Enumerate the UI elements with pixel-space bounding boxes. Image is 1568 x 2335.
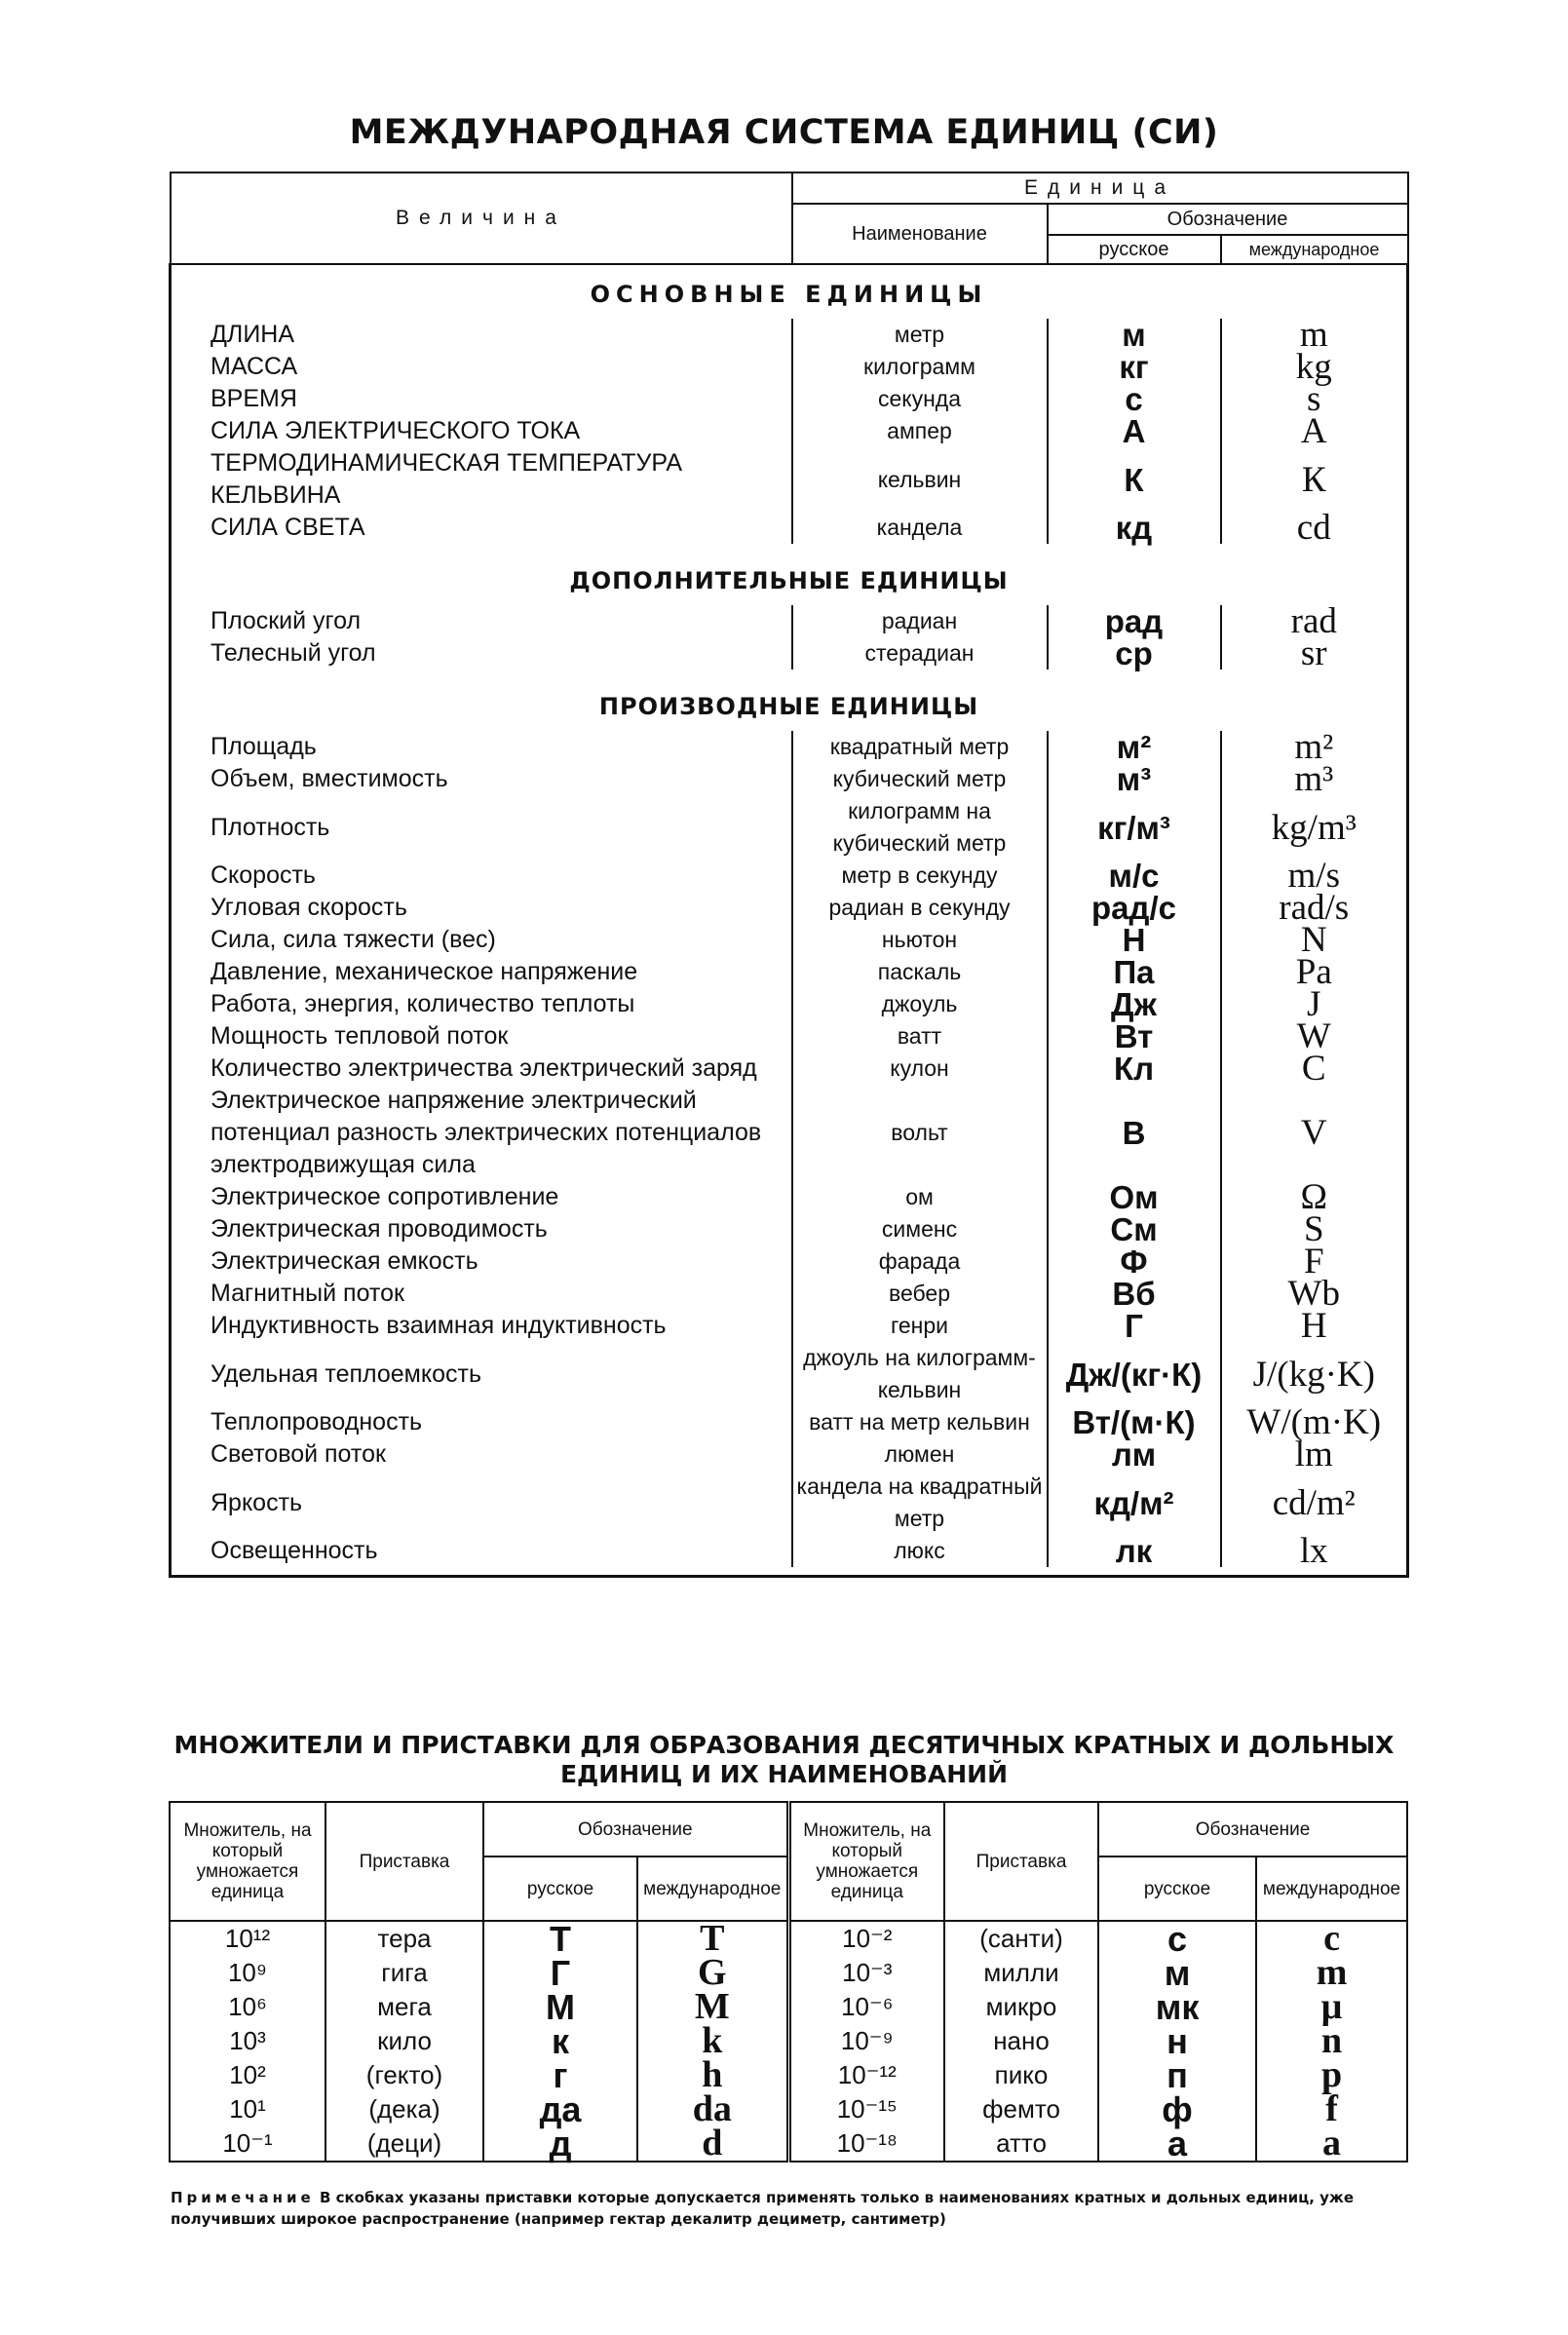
- section-gap: [171, 544, 1408, 552]
- russian-symbol-cell: Ф: [1048, 1245, 1221, 1278]
- unit-row: [171, 1342, 1408, 1406]
- multiplier-cell: 10⁻¹: [170, 2126, 325, 2162]
- prefix-cell: милли: [944, 1956, 1098, 1990]
- header-russian: русское: [1048, 235, 1221, 264]
- unit-row: [171, 637, 1408, 670]
- multiplier-cell: 10²: [170, 2058, 325, 2092]
- header-name: Наименование: [792, 204, 1048, 264]
- unit-row: [171, 892, 1408, 924]
- prefix-russian-symbol-cell: к: [483, 2024, 637, 2058]
- international-symbol-cell: К: [1221, 447, 1408, 512]
- unit-name-cell: метр: [792, 319, 1048, 351]
- quantity-cell: Мощность тепловой поток: [210, 1022, 509, 1050]
- quantity-cell: Электрическое сопротивление: [210, 1183, 559, 1210]
- quantity-cell: Сила, сила тяжести (вес): [210, 926, 496, 953]
- international-symbol-cell: Wb: [1221, 1278, 1408, 1310]
- prefix-international-symbol-cell: c: [1256, 1921, 1407, 1956]
- russian-symbol-cell: Па: [1048, 956, 1221, 988]
- quantity-cell: Световой поток: [210, 1440, 386, 1468]
- unit-row: [171, 1020, 1408, 1053]
- prefixes-table: [169, 1801, 1408, 2163]
- prefix-international-symbol-cell: T: [637, 1921, 788, 1956]
- russian-symbol-cell: м/с: [1048, 860, 1221, 892]
- prefix-row: [170, 2058, 1407, 2092]
- unit-row: [171, 795, 1408, 860]
- prefix-russian-symbol-cell: н: [1098, 2024, 1256, 2058]
- prefix-international-symbol-cell: k: [637, 2024, 788, 2058]
- russian-symbol-cell: с: [1048, 383, 1221, 415]
- section-header-row: [171, 677, 1408, 731]
- quantity-cell: Магнитный поток: [210, 1280, 404, 1307]
- prefix-international-symbol-cell: p: [1256, 2058, 1407, 2092]
- si-units-body: [171, 264, 1408, 1577]
- unit-name-cell: люмен: [792, 1438, 1048, 1471]
- unit-name-cell: метр в секунду: [792, 860, 1048, 892]
- multiplier-cell: 10⁻¹⁵: [788, 2092, 944, 2126]
- section-title: ПРОИЗВОДНЫЕ ЕДИНИЦЫ: [598, 693, 979, 720]
- russian-symbol-cell: К: [1048, 447, 1221, 512]
- header-multiplier-left: Множитель, на который умножается единица: [170, 1802, 325, 1921]
- unit-row: [171, 447, 1408, 512]
- unit-name-cell: ватт на метр кельвин: [792, 1406, 1048, 1438]
- unit-row: [171, 1406, 1408, 1438]
- international-symbol-cell: m²: [1221, 731, 1408, 763]
- unit-row: [171, 415, 1408, 447]
- unit-name-cell: радиан: [792, 605, 1048, 637]
- international-symbol-cell: А: [1221, 415, 1408, 447]
- international-symbol-cell: C: [1221, 1053, 1408, 1085]
- russian-symbol-cell: рад/с: [1048, 892, 1221, 924]
- prefix-russian-symbol-cell: мк: [1098, 1990, 1256, 2024]
- unit-row: [171, 763, 1408, 795]
- unit-row: [171, 351, 1408, 383]
- international-symbol-cell: J: [1221, 988, 1408, 1020]
- russian-symbol-cell: Вт/(м·К): [1048, 1406, 1221, 1438]
- prefixes-body: [170, 1918, 1407, 2163]
- international-symbol-cell: s: [1221, 383, 1408, 415]
- quantity-cell: Телесный угол: [210, 639, 376, 667]
- multiplier-cell: 10³: [170, 2024, 325, 2058]
- unit-name-cell: кандела: [792, 512, 1048, 544]
- russian-symbol-cell: м: [1048, 319, 1221, 351]
- russian-symbol-cell: Дж: [1048, 988, 1221, 1020]
- prefix-cell: мега: [325, 1990, 483, 2024]
- prefix-cell: кило: [325, 2024, 483, 2058]
- russian-symbol-cell: кд/м²: [1048, 1471, 1221, 1535]
- russian-symbol-cell: рад: [1048, 605, 1221, 637]
- prefix-cell: тера: [325, 1921, 483, 1956]
- unit-name-cell: вольт: [792, 1085, 1048, 1181]
- section-title: ОСНОВНЫЕ ЕДИНИЦЫ: [590, 281, 988, 308]
- section-gap-cell: [171, 670, 1408, 677]
- international-symbol-cell: cd: [1221, 512, 1408, 544]
- prefix-cell: (дека): [325, 2092, 483, 2126]
- prefix-cell: нано: [944, 2024, 1098, 2058]
- unit-name-cell: килограмм: [792, 351, 1048, 383]
- unit-name-cell: радиан в секунду: [792, 892, 1048, 924]
- unit-row: [171, 860, 1408, 892]
- quantity-cell: Индуктивность взаимная индуктивность: [210, 1312, 667, 1339]
- quantity-cell: Количество электричества электрический заряд: [210, 1054, 757, 1082]
- prefix-international-symbol-cell: da: [637, 2092, 788, 2126]
- russian-symbol-cell: Кл: [1048, 1053, 1221, 1085]
- header-international-right: международное: [1256, 1857, 1407, 1921]
- quantity-cell: Плотность: [210, 813, 330, 841]
- unit-name-cell: ватт: [792, 1020, 1048, 1053]
- quantity-cell: Скорость: [210, 861, 316, 889]
- international-symbol-cell: sr: [1221, 637, 1408, 670]
- multiplier-cell: 10⁻¹⁸: [788, 2126, 944, 2162]
- prefix-russian-symbol-cell: ф: [1098, 2092, 1256, 2126]
- russian-symbol-cell: В: [1048, 1085, 1221, 1181]
- multiplier-cell: 10⁻²: [788, 1921, 944, 1956]
- multiplier-cell: 10⁻³: [788, 1956, 944, 1990]
- prefix-cell: микро: [944, 1990, 1098, 2024]
- russian-symbol-cell: лм: [1048, 1438, 1221, 1471]
- prefix-cell: гига: [325, 1956, 483, 1990]
- unit-name-cell: вебер: [792, 1278, 1048, 1310]
- header-international-left: международное: [637, 1857, 788, 1921]
- si-units-table: [169, 172, 1409, 1578]
- multiplier-cell: 10⁻⁶: [788, 1990, 944, 2024]
- unit-name-cell: кубический метр: [792, 763, 1048, 795]
- prefix-russian-symbol-cell: с: [1098, 1921, 1256, 1956]
- unit-name-cell: ампер: [792, 415, 1048, 447]
- prefix-cell: (деци): [325, 2126, 483, 2162]
- header-prefix-right: Приставка: [944, 1802, 1098, 1921]
- unit-row: [171, 1438, 1408, 1471]
- russian-symbol-cell: лк: [1048, 1535, 1221, 1567]
- international-symbol-cell: W: [1221, 1020, 1408, 1053]
- unit-row: [171, 956, 1408, 988]
- section-gap-cell: [171, 544, 1408, 552]
- prefix-row: [170, 1956, 1407, 1990]
- multiplier-cell: 10⁶: [170, 1990, 325, 2024]
- prefix-russian-symbol-cell: Т: [483, 1921, 637, 1956]
- header-designation-right: Обозначение: [1098, 1802, 1407, 1857]
- unit-name-cell: кандела на квадратный метр: [792, 1471, 1048, 1535]
- quantity-cell: Освещенность: [210, 1537, 378, 1564]
- prefixes-title-line2: ЕДИНИЦ И ИХ НАИМЕНОВАНИЙ: [559, 1760, 1009, 1788]
- prefix-international-symbol-cell: m: [1256, 1956, 1407, 1990]
- international-symbol-cell: rad: [1221, 605, 1408, 637]
- prefix-row: [170, 2024, 1407, 2058]
- prefixes-title: [0, 1731, 1568, 1789]
- unit-name-cell: генри: [792, 1310, 1048, 1342]
- unit-name-cell: фарада: [792, 1245, 1048, 1278]
- russian-symbol-cell: ср: [1048, 637, 1221, 670]
- quantity-cell: Электрическая емкость: [210, 1247, 478, 1275]
- quantity-cell: ДЛИНА: [210, 321, 295, 348]
- header-unit: Единица: [792, 172, 1408, 204]
- international-symbol-cell: cd/m²: [1221, 1471, 1408, 1535]
- prefix-international-symbol-cell: n: [1256, 2024, 1407, 2058]
- international-symbol-cell: N: [1221, 924, 1408, 956]
- quantity-cell: Электрическое напряжение электрический потенциал разность электрических потенциалов электродвижущая сила: [210, 1087, 762, 1178]
- section-gap: [171, 670, 1408, 677]
- prefix-row: [170, 1990, 1407, 2024]
- russian-symbol-cell: м²: [1048, 731, 1221, 763]
- prefix-row: [170, 2126, 1407, 2162]
- quantity-cell: Удельная теплоемкость: [210, 1359, 481, 1388]
- prefix-russian-symbol-cell: п: [1098, 2058, 1256, 2092]
- unit-name-cell: джоуль: [792, 988, 1048, 1020]
- international-symbol-cell: rad/s: [1221, 892, 1408, 924]
- multiplier-cell: 10¹²: [170, 1921, 325, 1956]
- unit-name-cell: сименс: [792, 1213, 1048, 1245]
- unit-name-cell: секунда: [792, 383, 1048, 415]
- international-symbol-cell: S: [1221, 1213, 1408, 1245]
- unit-row: [171, 512, 1408, 544]
- russian-symbol-cell: кг: [1048, 351, 1221, 383]
- prefix-russian-symbol-cell: да: [483, 2092, 637, 2126]
- multiplier-cell: 10⁻¹²: [788, 2058, 944, 2092]
- unit-name-cell: кулон: [792, 1053, 1048, 1085]
- russian-symbol-cell: Н: [1048, 924, 1221, 956]
- prefix-international-symbol-cell: M: [637, 1990, 788, 2024]
- prefix-international-symbol-cell: μ: [1256, 1990, 1407, 2024]
- prefix-russian-symbol-cell: Г: [483, 1956, 637, 1990]
- prefix-russian-symbol-cell: г: [483, 2058, 637, 2092]
- unit-row: [171, 1213, 1408, 1245]
- russian-symbol-cell: Вт: [1048, 1020, 1221, 1053]
- quantity-cell: Давление, механическое напряжение: [210, 958, 638, 985]
- unit-name-cell: ньютон: [792, 924, 1048, 956]
- international-symbol-cell: V: [1221, 1085, 1408, 1181]
- multiplier-cell: 10¹: [170, 2092, 325, 2126]
- unit-row: [171, 1471, 1408, 1535]
- quantity-cell: Угловая скорость: [210, 894, 407, 921]
- russian-symbol-cell: Ом: [1048, 1181, 1221, 1213]
- prefix-international-symbol-cell: f: [1256, 2092, 1407, 2126]
- unit-row: [171, 1278, 1408, 1310]
- prefix-cell: атто: [944, 2126, 1098, 2162]
- unit-row: [171, 605, 1408, 637]
- unit-name-cell: паскаль: [792, 956, 1048, 988]
- section-header-row: [171, 264, 1408, 319]
- russian-symbol-cell: Г: [1048, 1310, 1221, 1342]
- international-symbol-cell: kg: [1221, 351, 1408, 383]
- prefix-russian-symbol-cell: м: [1098, 1956, 1256, 1990]
- international-symbol-cell: lx: [1221, 1535, 1408, 1567]
- prefixes-title-line1: МНОЖИТЕЛИ И ПРИСТАВКИ ДЛЯ ОБРАЗОВАНИЯ ДЕСЯТИЧНЫХ КРАТНЫХ И ДОЛЬНЫХ: [173, 1731, 1395, 1759]
- prefix-russian-symbol-cell: д: [483, 2126, 637, 2162]
- international-symbol-cell: lm: [1221, 1438, 1408, 1471]
- quantity-cell: Работа, энергия, количество теплоты: [210, 990, 635, 1017]
- header-international: международное: [1221, 235, 1408, 264]
- international-symbol-cell: W/(m·K): [1221, 1406, 1408, 1438]
- unit-name-cell: джоуль на килограмм-кельвин: [792, 1342, 1048, 1406]
- footnote-text: В скобках указаны приставки которые допускается применять только в наименованиях кратных и дольных единиц, уже получивших широкое распространение (например гектар декалитр дециметр, сантиметр): [171, 2189, 1355, 2228]
- unit-name-cell: квадратный метр: [792, 731, 1048, 763]
- international-symbol-cell: H: [1221, 1310, 1408, 1342]
- prefix-international-symbol-cell: d: [637, 2126, 788, 2162]
- prefix-cell: фемто: [944, 2092, 1098, 2126]
- footnote-label: Примечание: [171, 2189, 315, 2206]
- prefix-row: [170, 1921, 1407, 1956]
- unit-name-cell: ом: [792, 1181, 1048, 1213]
- quantity-cell: Объем, вместимость: [210, 765, 448, 792]
- russian-symbol-cell: См: [1048, 1213, 1221, 1245]
- quantity-cell: ВРЕМЯ: [210, 385, 297, 412]
- prefix-cell: (гекто): [325, 2058, 483, 2092]
- header-prefix-left: Приставка: [325, 1802, 483, 1921]
- section-gap-cell: [171, 1567, 1408, 1577]
- section-gap: [171, 1567, 1408, 1577]
- russian-symbol-cell: м³: [1048, 763, 1221, 795]
- unit-name-cell: килограмм на кубический метр: [792, 795, 1048, 860]
- prefix-international-symbol-cell: h: [637, 2058, 788, 2092]
- international-symbol-cell: F: [1221, 1245, 1408, 1278]
- quantity-cell: Яркость: [210, 1488, 303, 1516]
- header-russian-left: русское: [483, 1857, 637, 1921]
- header-designation: Обозначение: [1048, 204, 1408, 235]
- prefix-russian-symbol-cell: М: [483, 1990, 637, 2024]
- international-symbol-cell: J/(kg·K): [1221, 1342, 1408, 1406]
- unit-name-cell: люкс: [792, 1535, 1048, 1567]
- quantity-cell: ТЕРМОДИНАМИЧЕСКАЯ ТЕМПЕРАТУРА КЕЛЬВИНА: [210, 449, 683, 509]
- international-symbol-cell: m: [1221, 319, 1408, 351]
- header-multiplier-right: Множитель, на который умножается единица: [788, 1802, 944, 1921]
- unit-row: [171, 1085, 1408, 1181]
- quantity-cell: СИЛА ЭЛЕКТРИЧЕСКОГО ТОКА: [210, 417, 581, 444]
- quantity-cell: Теплопроводность: [210, 1408, 423, 1435]
- multiplier-cell: 10⁻⁹: [788, 2024, 944, 2058]
- prefix-row: [170, 2092, 1407, 2126]
- prefix-international-symbol-cell: a: [1256, 2126, 1407, 2162]
- unit-row: [171, 1245, 1408, 1278]
- russian-symbol-cell: Дж/(кг·К): [1048, 1342, 1221, 1406]
- unit-row: [171, 319, 1408, 351]
- prefix-cell: (санти): [944, 1921, 1098, 1956]
- russian-symbol-cell: А: [1048, 415, 1221, 447]
- footnote: [171, 2187, 1408, 2230]
- section-header-row: [171, 552, 1408, 605]
- international-symbol-cell: m/s: [1221, 860, 1408, 892]
- unit-row: [171, 383, 1408, 415]
- prefix-cell: пико: [944, 2058, 1098, 2092]
- unit-name-cell: стерадиан: [792, 637, 1048, 670]
- quantity-cell: Плоский угол: [210, 607, 362, 634]
- unit-row: [171, 1310, 1408, 1342]
- header-designation-left: Обозначение: [483, 1802, 788, 1857]
- russian-symbol-cell: Вб: [1048, 1278, 1221, 1310]
- unit-row: [171, 1535, 1408, 1567]
- page-title: МЕЖДУНАРОДНАЯ СИСТЕМА ЕДИНИЦ (СИ): [349, 113, 1219, 152]
- unit-row: [171, 731, 1408, 763]
- russian-symbol-cell: кг/м³: [1048, 795, 1221, 860]
- header-quantity: Величина: [171, 172, 792, 264]
- international-symbol-cell: Pa: [1221, 956, 1408, 988]
- quantity-cell: СИЛА СВЕТА: [210, 514, 365, 541]
- international-symbol-cell: Ω: [1221, 1181, 1408, 1213]
- unit-row: [171, 924, 1408, 956]
- unit-name-cell: кельвин: [792, 447, 1048, 512]
- quantity-cell: Площадь: [210, 733, 317, 760]
- section-title: ДОПОЛНИТЕЛЬНЫЕ ЕДИНИЦЫ: [569, 567, 1009, 594]
- header-russian-right: русское: [1098, 1857, 1256, 1921]
- quantity-cell: МАССА: [210, 353, 298, 380]
- multiplier-cell: 10⁹: [170, 1956, 325, 1990]
- prefix-international-symbol-cell: G: [637, 1956, 788, 1990]
- unit-row: [171, 1181, 1408, 1213]
- quantity-cell: Электрическая проводимость: [210, 1215, 548, 1243]
- international-symbol-cell: kg/m³: [1221, 795, 1408, 860]
- unit-row: [171, 988, 1408, 1020]
- unit-row: [171, 1053, 1408, 1085]
- prefix-russian-symbol-cell: а: [1098, 2126, 1256, 2162]
- international-symbol-cell: m³: [1221, 763, 1408, 795]
- russian-symbol-cell: кд: [1048, 512, 1221, 544]
